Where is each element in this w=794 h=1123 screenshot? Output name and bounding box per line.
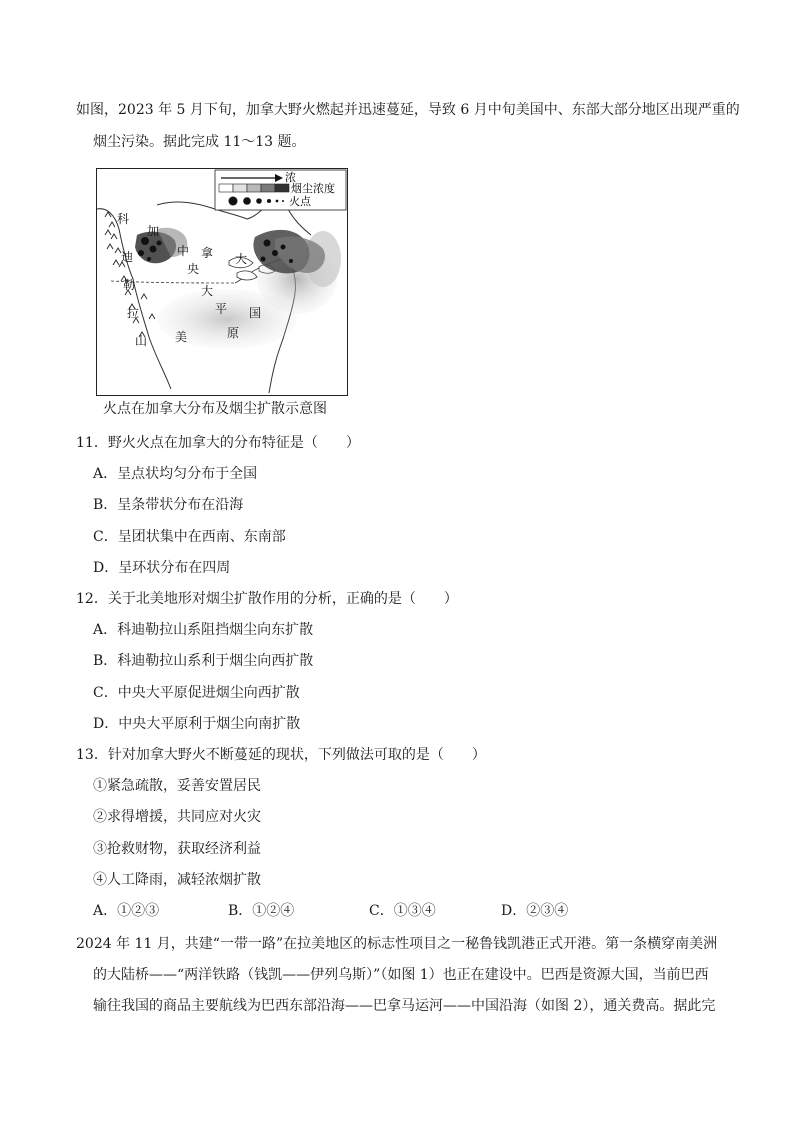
legend-smoke-label: 烟尘浓度	[291, 182, 335, 195]
wildfire-map-figure	[96, 168, 348, 396]
question-11-option-a: A．呈点状均匀分布于全国	[93, 466, 258, 482]
intro2-paragraph-line1: 2024 年 11 月，共建“一带一路”在拉美地区的标志性项目之一秘鲁钱凯港正式开港。第一条横穿南美洲	[76, 936, 718, 952]
question-13-option-d: D．②③④	[501, 903, 569, 919]
intro2-paragraph-line3: 输往我国的商品主要航线为巴西东部沿海——巴拿马运河——中国沿海（如图 2），通关费高。据此完	[93, 998, 716, 1014]
label-yang: 央	[187, 262, 200, 276]
question-13-option-c: C．①③④	[369, 903, 436, 919]
label-shan: 山	[135, 334, 148, 348]
label-guo: 国	[249, 306, 262, 320]
north-america-map	[97, 169, 347, 395]
legend-dense-label: 浓	[285, 171, 296, 184]
intro-paragraph-line2: 烟尘污染。据此完成 11～13 题。	[93, 134, 306, 150]
question-12-option-b: B．科迪勒拉山系利于烟尘向西扩散	[93, 653, 314, 669]
question-11-option-b: B．呈条带状分布在沿海	[93, 497, 244, 513]
question-11-stem: 11．野火火点在加拿大的分布特征是（ ）	[76, 435, 360, 451]
question-12-stem: 12．关于北美地形对烟尘扩散作用的分析，正确的是（ ）	[76, 591, 458, 607]
label-da2: 大	[201, 284, 214, 298]
question-11-option-d: D．呈环状分布在四周	[93, 560, 231, 576]
question-12-option-a: A．科迪勒拉山系阻挡烟尘向东扩散	[93, 622, 314, 638]
intro2-paragraph-line2: 的大陆桥——“两洋铁路（钱凯——伊列乌斯）”（如图 1）也正在建设中。巴西是资源大国，当前巴西	[93, 967, 709, 983]
label-yuan: 原	[227, 326, 240, 340]
label-na: 拿	[201, 246, 214, 260]
label-jia: 加	[147, 224, 160, 238]
label-di: 迪	[121, 250, 134, 264]
question-13-stem: 13．针对加拿大野火不断蔓延的现状，下列做法可取的是（ ）	[76, 747, 486, 763]
figure-caption: 火点在加拿大分布及烟尘扩散示意图	[103, 401, 327, 417]
question-12-option-d: D．中央大平原利于烟尘向南扩散	[93, 716, 301, 732]
label-ke: 科	[117, 212, 130, 226]
label-ping: 平	[215, 302, 228, 316]
question-13-statement-3: ③抢救财物，获取经济利益	[93, 841, 261, 857]
legend-fire-label: 火点	[289, 195, 311, 208]
question-12-option-c: C．中央大平原促进烟尘向西扩散	[93, 685, 300, 701]
intro-paragraph-line1: 如图，2023 年 5 月下旬，加拿大野火燃起并迅速蔓延，导致 6 月中旬美国中、东部大部分地区出现严重的	[76, 102, 740, 118]
question-13-statement-4: ④人工降雨，减轻浓烟扩散	[93, 872, 261, 888]
question-13-statement-1: ①紧急疏散，妥善安置居民	[93, 778, 261, 794]
label-mei: 美	[175, 330, 188, 344]
label-da: 大	[235, 252, 248, 266]
question-11-option-c: C．呈团状集中在西南、东南部	[93, 529, 286, 545]
label-le: 勒	[123, 278, 136, 292]
question-13-option-b: B．①②④	[228, 903, 295, 919]
label-zhong: 中	[177, 244, 190, 258]
question-13-statement-2: ②求得增援，共同应对火灾	[93, 809, 261, 825]
question-13-option-a: A．①②③	[93, 903, 160, 919]
label-la: 拉	[127, 306, 140, 320]
